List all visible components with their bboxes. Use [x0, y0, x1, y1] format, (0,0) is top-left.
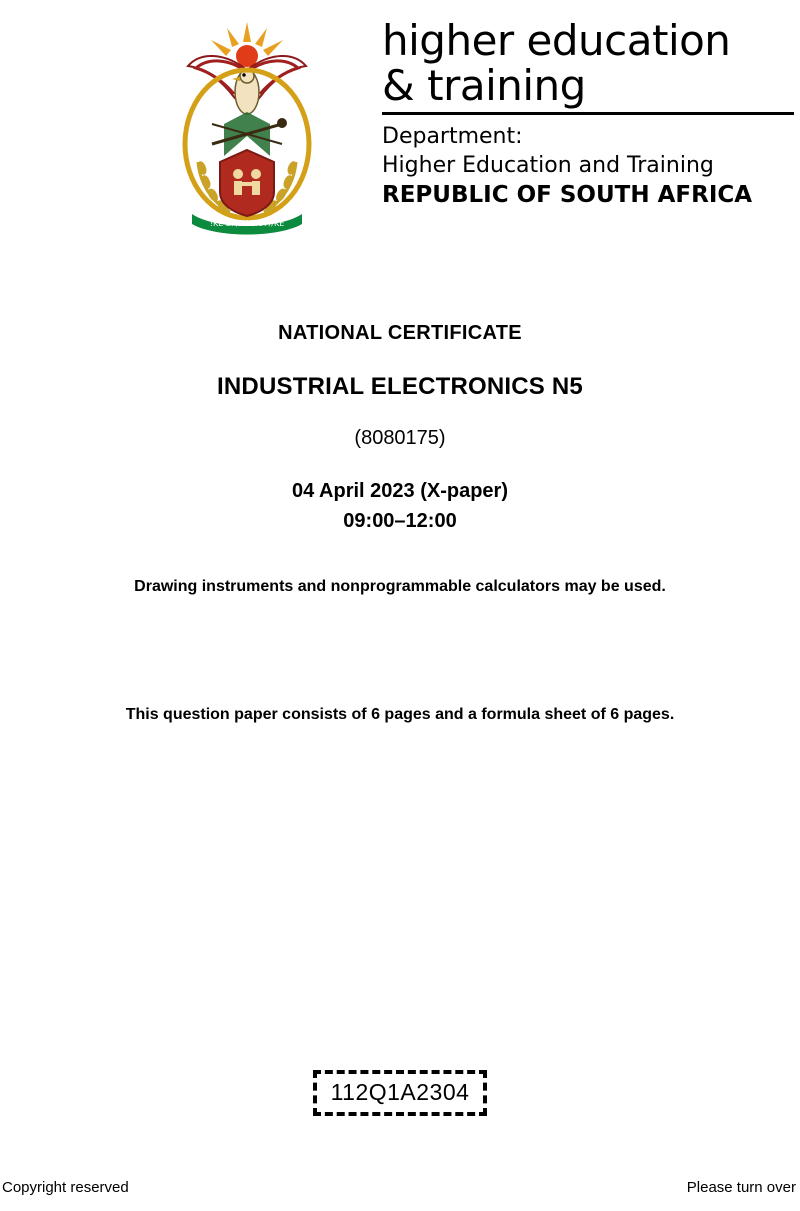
certificate-level: NATIONAL CERTIFICATE [278, 322, 522, 344]
exam-date: 04 April 2023 (X-paper) [291, 480, 508, 502]
department-title-line1: higher education [382, 16, 731, 65]
country-name: REPUBLIC OF SOUTH AFRICA [382, 182, 753, 208]
copyright-notice: Copyright reserved [2, 1179, 129, 1196]
subject-code: (8080175) [354, 427, 446, 449]
page-footer [0, 1179, 800, 1201]
page-count-note: This question paper consists of 6 pages and a formula sheet of 6 pages. [125, 706, 675, 723]
department-wordmark [382, 18, 794, 210]
wordmark-divider [382, 112, 794, 115]
instruments-note: Drawing instruments and nonprogrammable calculators may be used. [134, 578, 666, 595]
subject-title: INDUSTRIAL ELECTRONICS N5 [217, 373, 583, 400]
department-name: Higher Education and Training [382, 153, 714, 178]
exam-time: 09:00–12:00 [343, 510, 457, 532]
document-header [0, 8, 800, 248]
turn-over-notice: Please turn over [686, 1179, 796, 1196]
paper-number-container [0, 1070, 800, 1116]
department-title-line2: & training [382, 61, 586, 110]
south-africa-coat-of-arms-icon [178, 16, 316, 238]
crest-motto-text: !KE E: /XARRA //KE [209, 219, 285, 228]
paper-number-box: 112Q1A2304 [313, 1070, 488, 1116]
department-label: Department: [382, 124, 523, 149]
exam-title-block [0, 322, 800, 724]
